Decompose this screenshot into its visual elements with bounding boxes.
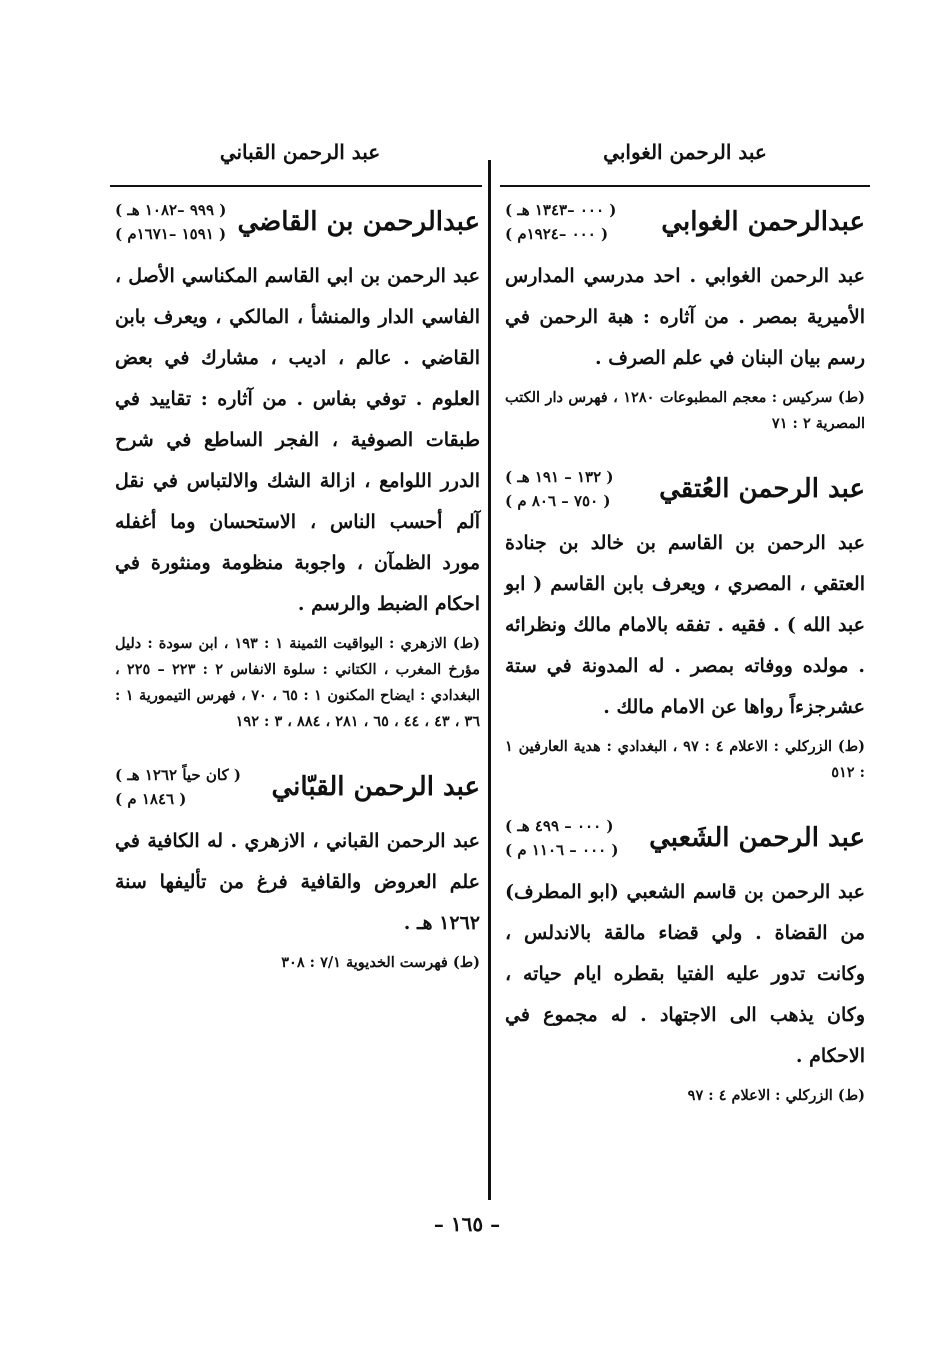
header-rule-left [110,185,482,187]
entry-body: عبد الرحمن الغوابي . احد مدرسي المدارس الأميرية بمصر . من آثاره : هبة الرحمن في رسم بيان البنان في علم الصرف . [505,265,865,369]
left-column [115,198,480,1004]
right-column [505,198,865,1137]
entry-references: (ط) الازهري : اليواقيت الثمينة ١ : ١٩٣ ، ابن سودة : دليل مؤرخ المغرب ، الكتاني : سلوة الانفاس ٢ : ٢٢٣ – ٢٢٥ ، البغدادي : ايضاح المكنون ١ : ٦٥ ، ٧٠ ، فهرس التيمورية ١ : ٣٦ ، ٤٣ ، ٤٤ ، ٦٥ ، ٢٨١ ، ٨٨٤ ، ٣ : ١٩٢ [115,635,481,730]
entry-name: عبد الرحمن العُتقي [659,474,865,504]
entry-heading [505,814,865,862]
dates-gregorian: ( ٧٥٠ – ٨٠٦ م ) [505,492,611,510]
entry-dates [505,198,616,246]
dates-hijri: ( ٠٠٠ – ٤٩٩ هـ ) [505,817,614,835]
entry-name: عبدالرحمن الغوابي [661,207,865,237]
dates-gregorian: ( ٠٠٠ –١٩٢٤م ) [505,225,609,243]
entry-name: عبدالرحمن بن القاضي [237,207,480,237]
entry-heading [505,198,865,246]
page-number: – ١٦٥ – [433,1212,501,1236]
entry-references: (ط) سركيس : معجم المطبوعات ١٢٨٠ ، فهرس دار الكتب المصرية ٢ : ٧١ [505,389,865,432]
dates-hijri: ( ٩٩٩ –١٠٨٢ هـ ) [115,201,227,219]
entry-heading [505,465,865,513]
entry-dates [505,814,619,862]
entry-dates [505,465,613,513]
running-header-right: عبد الرحمن الغوابي [603,140,767,164]
entry-body: عبد الرحمن بن القاسم بن خالد بن جنادة العتقي ، المصري ، ويعرف بابن القاسم ( ابو عبد الله ) . فقيه . تفقه بالامام مالك ونظرائه . مولده ووفاته بمصر . له المدونة في ستة عشرجزءاً رواها عن الامام مالك . [505,532,865,718]
entry-name: عبد الرحمن الشَعبي [649,823,865,853]
entry-body: عبد الرحمن بن ابي القاسم المكناسي الأصل ، الفاسي الدار والمنشأ ، المالكي ، ويعرف بابن القاضي . عالم ، اديب ، مشارك في بعض العلوم . توفي بفاس . من آثاره : تقاييد في طبقات الصوفية ، الفجر الساطع في شرح الدرر اللوامع ، ازالة الشك والالتباس في نقل آلم أحسب الناس ، الاستحسان وما أغفله مورد الظمآن ، واجوبة منظومة ومنثورة في احكام الضبط والرسم . [115,265,480,615]
entry-dates [115,198,226,246]
dates-gregorian: ( ٠٠٠ – ١١٠٦ م ) [505,841,619,859]
dates-hijri: ( كان حياً ١٢٦٢ هـ ) [115,766,241,784]
entry-references: (ط) الزركلي : الاعلام ٤ : ٩٧ [687,1087,865,1104]
dates-hijri: ( ١٣٢ – ١٩١ هـ ) [505,468,614,486]
entry-ibn-al-qadi [115,198,480,735]
entry-utaqi [505,465,865,786]
entry-shabi [505,814,865,1109]
entry-dates [115,763,241,811]
entry-name: عبد الرحمن القبّاني [271,772,480,802]
dates-gregorian: ( ١٨٤٦ م ) [115,790,187,808]
entry-heading [115,198,480,246]
header-rule-right [500,185,870,187]
column-divider [488,160,491,1200]
running-header-left: عبد الرحمن القباني [219,140,381,164]
entry-ghawabi [505,198,865,437]
entry-references: (ط) الزركلي : الاعلام ٤ : ٩٧ ، البغدادي : هدية العارفين ١ : ٥١٢ [505,738,865,781]
entry-references: (ط) فهرست الخديوية ٧/١ : ٣٠٨ [281,954,480,971]
entry-qabbani [115,763,480,976]
entry-heading [115,763,480,811]
entry-body: عبد الرحمن بن قاسم الشعبي (ابو المطرف) من القضاة . ولي قضاء مالقة بالاندلس ، وكانت تدور عليه الفتيا بقطره ايام حياته ، وكان يذهب الى الاجتهاد . له مجموع في الاحكام . [505,881,865,1067]
entry-body: عبد الرحمن القباني ، الازهري . له الكافية في علم العروض والقافية فرغ من تأليفها سنة ١٢٦٢ هـ . [115,830,480,934]
dates-hijri: ( ٠٠٠ –١٣٤٣ هـ ) [505,201,617,219]
dates-gregorian: ( ١٥٩١ –١٦٧١م ) [115,225,227,243]
